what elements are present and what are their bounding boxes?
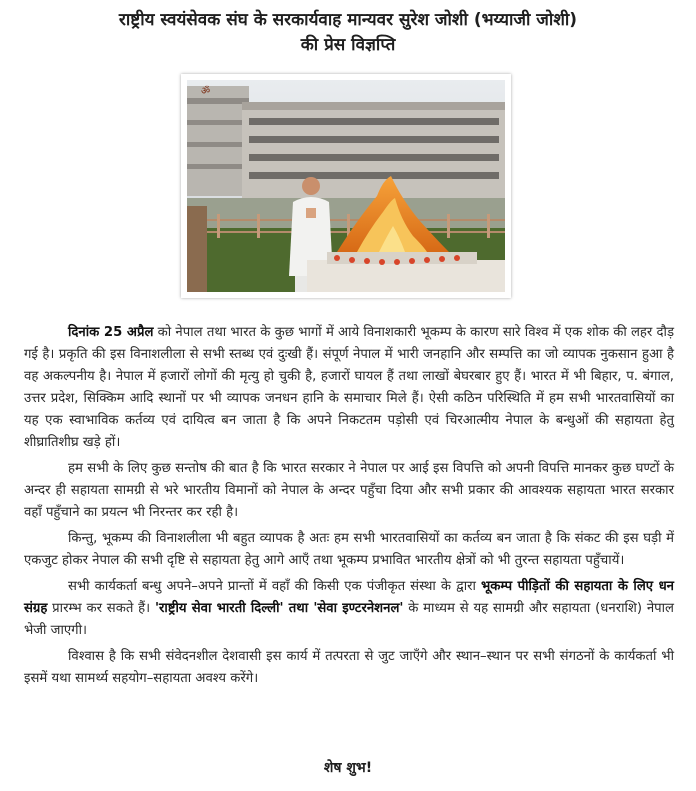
title-line-1: राष्ट्रीय स्वयंसेवक संघ के सरकार्यवाह मान्यवर सुरेश जोशी (भय्याजी जोशी) bbox=[118, 10, 578, 30]
paragraph-4-text-b: प्रारम्भ कर सकते हैं। bbox=[47, 601, 155, 616]
paragraph-1-text: को नेपाल तथा भारत के कुछ भागों में आये विनाशकारी भूकम्प के कारण सारे विश्व में एक शोक की लहर दौड़ गई है। प्रकृति की इस विनाशलीला से सभी स्तब्ध एवं दुःखी हैं। संपूर्ण नेपाल में भारी जनहानि और सम्पत्ति का जो व्यापक नुकसान हुआ है वह अकल्पनीय है। नेपाल में हजारों लोगों की मृत्यु हो चुकी है, हजारों घायल हैं तथा लाखों बेघरबार हुए हैं। भारत में भी बिहार, प. बंगाल, उत्तर प्रदेश, सिक्किम आदि स्थानों पर भी व्यापक जनधन हानि के समाचार मिले हैं। ऐसी कठिन परिस्थिति में हम सभी भारतवासियों का यह एक स्वाभाविक कर्तव्य एवं दायित्व बन जाता है कि अपने निकटतम पड़ोसी एवं चिरआत्मीय नेपाल के बन्धुओं की सहायता हेतु शीघ्रातिशीघ्र खड़े हों। bbox=[24, 325, 675, 450]
date-highlight: दिनांक 25 अप्रैल bbox=[68, 325, 154, 340]
closing-greeting: शेष शुभ! bbox=[323, 760, 373, 776]
paragraph-5: विश्वास है कि सभी संवेदनशील देशवासी इस कार्य में तत्परता से जुट जाएँगे और स्थान–स्थान पर सभी संगठनों के कार्यकर्ता भी इसमें यथा सामर्थ्य सहयोग–सहायता अवश्य करेंगे। bbox=[24, 649, 674, 686]
tribute-photo-icon bbox=[187, 80, 505, 292]
tribute-photo bbox=[181, 74, 511, 298]
paragraph-1 bbox=[24, 322, 674, 454]
paragraph-2: हम सभी के लिए कुछ सन्तोष की बात है कि भारत सरकार ने नेपाल पर आई इस विपत्ति को अपनी विपत्ति मानकर कुछ घण्टों के अन्दर ही सहायता सामग्री से भरे भारतीय विमानों को नेपाल के अन्दर पहुँचा दिया और सभी प्रकार की आवश्यक सहायता भारत सरकार वहाँ पहुँचाने का प्रयत्न भी निरन्तर कर रही है। bbox=[24, 461, 674, 520]
paragraph-4-text-a: सभी कार्यकर्ता बन्धु अपने–अपने प्रान्तों में वहाँ की किसी एक पंजीकृत संस्था के द्वारा bbox=[68, 579, 482, 594]
fund-collection-highlight: भूकम्प पीड़ितों की सहायता के लिए धन संग्रह bbox=[24, 579, 674, 616]
paragraph-3: किन्तु, भूकम्प की विनाशलीला भी बहुत व्यापक है अतः हम सभी भारतवासियों का कर्तव्य बन जाता है कि संकट की इस घड़ी में एकजुट होकर नेपाल की सभी दृष्टि से सहायता हेतु आगे आएँ तथा भूकम्प प्रभावित भारतीय क्षेत्रों को भी तुरन्त सहायता पहुँचायें। bbox=[24, 531, 674, 568]
title-line-2: की प्रेस विज्ञप्ति bbox=[300, 35, 396, 55]
organisations-highlight: 'राष्ट्रीय सेवा भारती दिल्ली' तथा 'सेवा इण्टरनेशनल' bbox=[154, 601, 404, 616]
press-release-body bbox=[24, 322, 674, 690]
paragraph-4-text-c: के माध्यम से यह सामग्री और सहायता (धनराशि) नेपाल भेजी जाएगी। bbox=[24, 601, 674, 638]
press-release-title bbox=[0, 8, 696, 58]
paragraph-4 bbox=[24, 576, 674, 642]
svg-text:ॐ: ॐ bbox=[201, 86, 211, 97]
